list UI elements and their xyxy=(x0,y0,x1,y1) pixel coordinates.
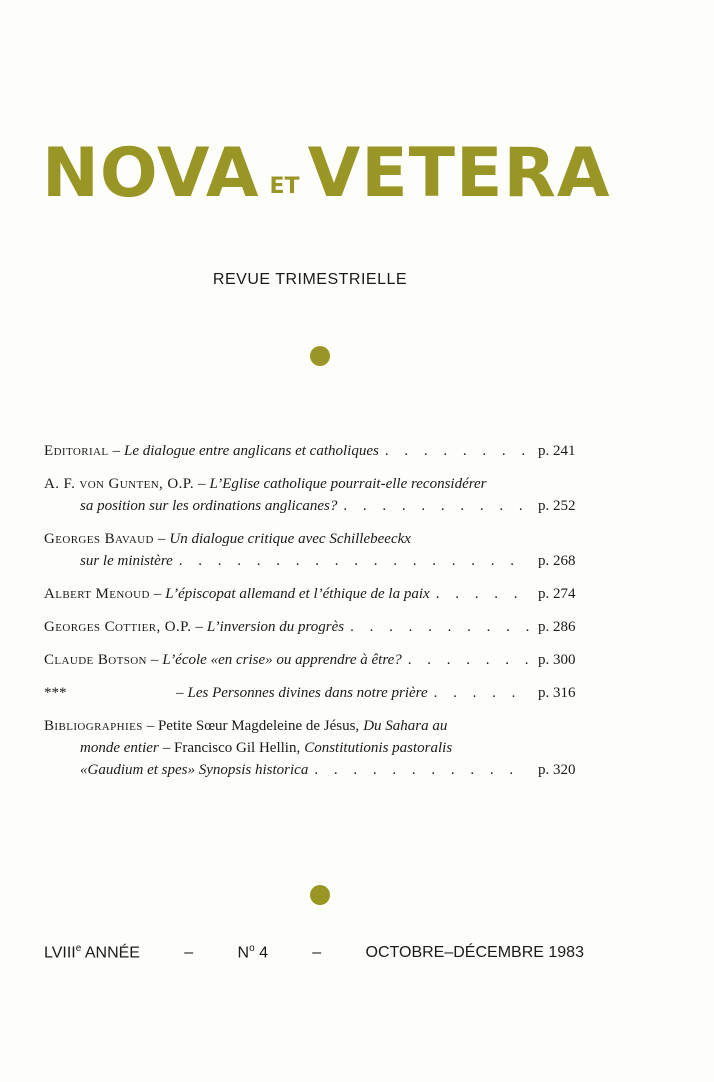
footer-dash: – xyxy=(184,944,194,962)
table-of-contents xyxy=(44,440,584,792)
toc-separator: – xyxy=(195,619,203,635)
toc-author: *** xyxy=(44,685,67,701)
masthead-vetera: VETERA xyxy=(307,134,611,213)
bibliography-title: Constitutionis pastoralis xyxy=(304,740,453,756)
toc-entry xyxy=(44,616,584,638)
toc-title: L’épiscopat allemand et l’éthique de la paix xyxy=(165,586,430,602)
toc-title: L’inversion du progrès xyxy=(206,619,345,635)
toc-entry xyxy=(44,649,584,671)
toc-title-continued: sur le ministère xyxy=(80,553,173,569)
toc-entry-bibliographies xyxy=(44,715,584,781)
toc-author: Bibliographies xyxy=(44,718,143,734)
toc-entry xyxy=(44,528,584,572)
masthead xyxy=(42,128,611,213)
issue-period: OCTOBRE–DÉCEMBRE 1983 xyxy=(365,944,584,962)
toc-page: p. 274 xyxy=(538,586,576,602)
toc-title: L’école «en crise» ou apprendre à être? xyxy=(162,652,402,668)
toc-author: Editorial xyxy=(44,443,109,459)
toc-entry xyxy=(44,473,584,517)
toc-separator: – xyxy=(150,652,159,668)
toc-page: p. 286 xyxy=(538,619,576,635)
toc-leader xyxy=(179,550,530,572)
bibliography-title: monde entier xyxy=(80,740,159,756)
toc-author: Albert Menoud xyxy=(44,586,150,602)
toc-leader xyxy=(436,583,530,605)
journal-subtitle: REVUE TRIMESTRIELLE xyxy=(212,271,408,288)
toc-leader xyxy=(408,649,530,671)
toc-leader xyxy=(314,759,530,781)
toc-page: p. 268 xyxy=(538,553,576,569)
masthead-nova: NOVA xyxy=(42,134,260,213)
toc-author: Claude Botson xyxy=(44,652,147,668)
toc-title: Les Personnes divines dans notre prière xyxy=(187,685,428,701)
toc-title: Un dialogue critique avec Schillebeeckx xyxy=(169,531,411,547)
toc-entry xyxy=(44,583,584,605)
toc-author: Georges Cottier, O.P. xyxy=(44,619,192,635)
bibliography-title: «Gaudium et spes» Synopsis historica xyxy=(80,762,309,778)
toc-separator: – xyxy=(176,685,184,701)
toc-page: p. 241 xyxy=(538,443,576,459)
ornament-dot-bottom xyxy=(310,885,330,905)
toc-leader xyxy=(434,682,530,704)
bibliography-text: – Francisco Gil Hellin, xyxy=(162,740,301,756)
ornament-dot-top xyxy=(310,346,330,366)
toc-author: A. F. von Gunten, O.P. xyxy=(44,476,194,492)
bibliography-title: Du Sahara au xyxy=(363,718,448,734)
bibliography-text: – Petite Sœur Magdeleine de Jésus, xyxy=(146,718,360,734)
toc-separator: – xyxy=(197,476,206,492)
toc-leader xyxy=(343,495,530,517)
issue-number: $N^o$ 4 xyxy=(237,943,268,962)
toc-separator: – xyxy=(112,443,120,459)
toc-separator: – xyxy=(157,531,166,547)
footer-dash: – xyxy=(312,944,322,962)
toc-author: Georges Bavaud xyxy=(44,531,154,547)
issue-footer xyxy=(44,943,584,962)
toc-title: L’Eglise catholique pourrait-elle reconsidérer xyxy=(209,476,487,492)
toc-entry xyxy=(44,682,584,704)
toc-page: p. 316 xyxy=(538,685,576,701)
year-volume: LVIIIe ANNÉE xyxy=(44,943,140,962)
toc-entry xyxy=(44,440,584,462)
masthead-et: ET xyxy=(269,174,300,199)
toc-page: p. 300 xyxy=(538,652,576,668)
toc-separator: – xyxy=(153,586,162,602)
toc-page: p. 252 xyxy=(538,498,576,514)
toc-leader xyxy=(350,616,530,638)
toc-title: Le dialogue entre anglicans et catholiques xyxy=(124,443,379,459)
toc-title-continued: sa position sur les ordinations anglicanes? xyxy=(80,498,338,514)
toc-leader xyxy=(385,440,530,462)
toc-page: p. 320 xyxy=(538,762,576,778)
